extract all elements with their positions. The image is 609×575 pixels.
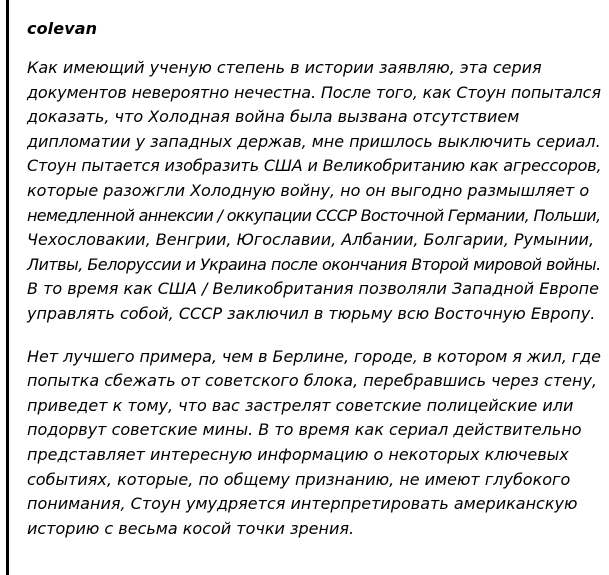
text-line: Чехословакии, Венгрии, Югославии, Албании, Болгарии, Румынии, xyxy=(27,230,595,250)
text-line: представляет интересную информацию о некоторых ключевых xyxy=(27,444,569,464)
comment-paragraph-2 xyxy=(27,345,601,542)
text-line: понимания, Стоун умудряется интерпретировать американскую xyxy=(27,494,578,514)
text-line: событиях, которые, по общему признанию, не имеют глубокого xyxy=(27,469,571,489)
text-line: управлять собой, СССР заключил в тюрьму всю Восточную Европу. xyxy=(27,303,596,323)
text-line: дипломатии у западных держав, мне пришлось выключить сериал. xyxy=(27,131,601,151)
text-line: попытка сбежать от советского блока, перебравшись через стену, xyxy=(27,371,597,391)
text-line: Стоун пытается изобразить США и Великобританию как агрессоров, xyxy=(27,156,602,176)
text-line: историю с весьма косой точки зрения. xyxy=(27,518,355,538)
text-line: немедленной аннексии / оккупации СССР Восточной Германии, Польши, xyxy=(27,205,601,225)
comment-body xyxy=(27,17,601,541)
text-line: Нет лучшего примера, чем в Берлине, городе, в котором я жил, где xyxy=(27,346,601,366)
comment-paragraph-1 xyxy=(27,56,601,327)
text-line: доказать, что Холодная война была вызвана отсутствием xyxy=(27,107,520,127)
text-line: документов невероятно нечестна. После того, как Стоун попытался xyxy=(27,82,601,102)
comment-author: colevan xyxy=(27,19,98,38)
text-line: которые разожгли Холодную войну, но он выгодно размышляет о xyxy=(27,180,590,200)
text-line: Литвы, Белоруссии и Украина после окончания Второй мировой войны. xyxy=(27,254,601,274)
text-line: приведет к тому, что вас застрелят советские полицейские или xyxy=(27,395,574,415)
text-line: В то время как США / Великобритания позволяли Западной Европе xyxy=(27,279,599,299)
text-line: подорвут советские мины. В то время как сериал действительно xyxy=(27,420,582,440)
quote-bar xyxy=(6,0,9,575)
text-line: Как имеющий ученую степень в истории заявляю, эта серия xyxy=(27,58,542,77)
